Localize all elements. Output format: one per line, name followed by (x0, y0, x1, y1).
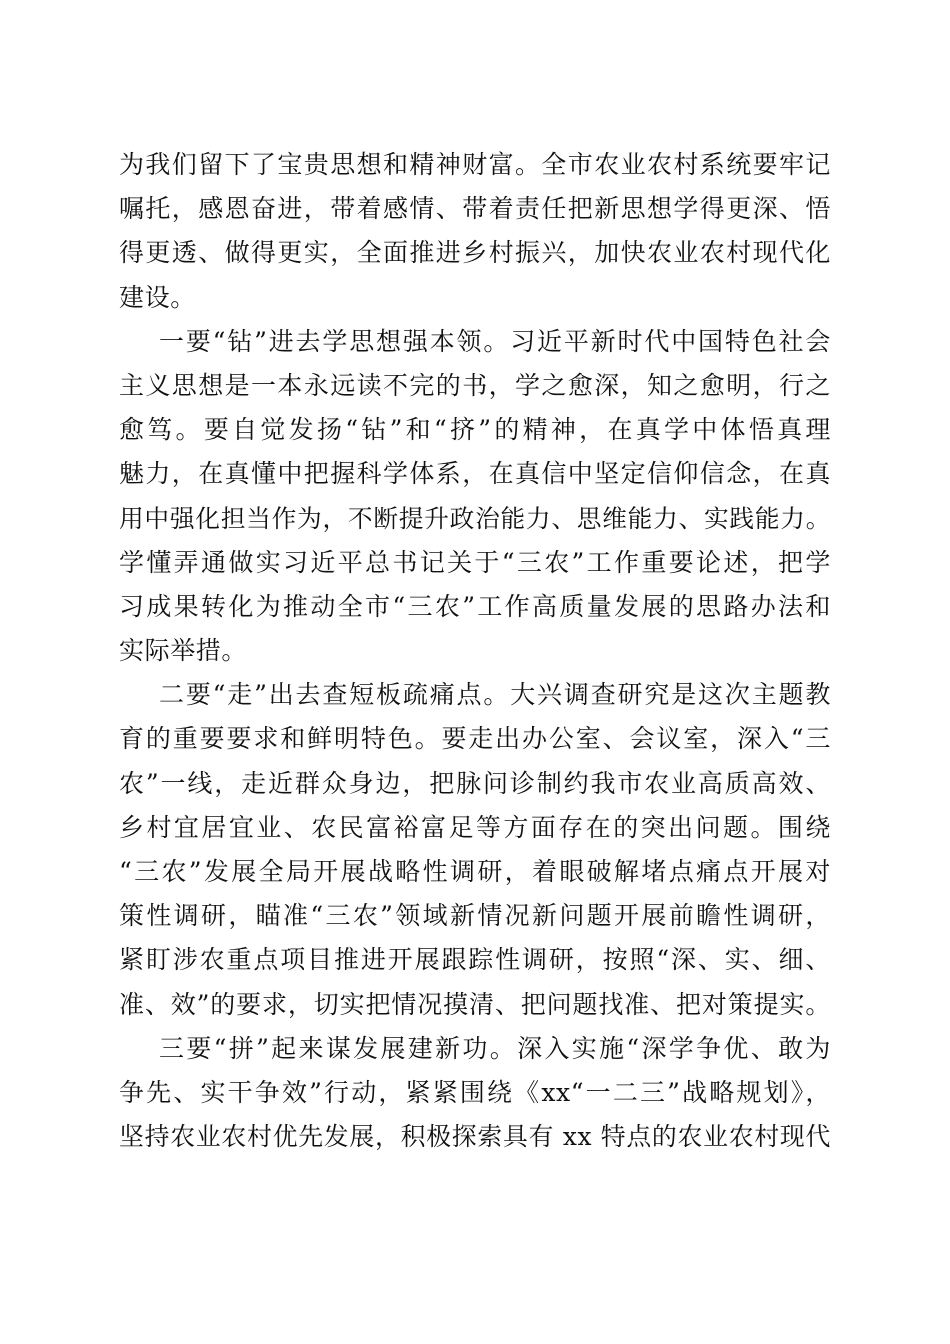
paragraph-3-line-6: 策性调研，瞄准“三农”领域新情况新问题开展前瞻性调研， (119, 901, 831, 931)
paragraph-2-line-6: 学懂弄通做实习近平总书记关于“三农”工作重要论述，把学 (119, 547, 831, 577)
paragraph-3-line-7: 紧盯涉农重点项目推进开展跟踪性调研，按照“深、实、细、 (119, 945, 831, 975)
paragraph-3-line-4: 乡村宜居宜业、农民富裕富足等方面存在的突出问题。围绕 (119, 812, 831, 842)
paragraph-2-line-5: 用中强化担当作为，不断提升政治能力、思维能力、实践能力。 (119, 503, 831, 533)
paragraph-2-line-8: 实际举措。 (119, 636, 248, 666)
paragraph-2-line-3: 愈笃。要自觉发扬“钻”和“挤”的精神，在真学中体悟真理 (119, 415, 831, 445)
paragraph-2-line-2: 主义思想是一本永远读不完的书，学之愈深，知之愈明，行之 (119, 370, 831, 400)
paragraph-4-line-1: 三要“拼”起来谋发展建新功。深入实施“深学争优、敢为 (159, 1033, 831, 1063)
paragraph-4-line-3: 坚持农业农村优先发展，积极探索具有 xx 特点的农业农村现代 (119, 1122, 831, 1152)
paragraph-1-line-4: 建设。 (119, 282, 196, 312)
document-body (119, 143, 831, 1159)
paragraph-2-line-7: 习成果转化为推动全市“三农”工作高质量发展的思路办法和 (119, 591, 831, 621)
paragraph-1-line-2: 嘱托，感恩奋进，带着感情、带着责任把新思想学得更深、悟 (119, 194, 831, 224)
paragraph-1-line-3: 得更透、做得更实，全面推进乡村振兴，加快农业农村现代化 (119, 238, 831, 268)
paragraph-3-line-3: 农”一线，走近群众身边，把脉问诊制约我市农业高质高效、 (119, 768, 831, 798)
paragraph-4-line-2: 争先、实干争效”行动，紧紧围绕《xx“一二三”战略规划》， (119, 1077, 831, 1107)
paragraph-2-line-1: 一要“钻”进去学思想强本领。习近平新时代中国特色社会 (159, 326, 831, 356)
paragraph-3-line-1: 二要“走”出去查短板疏痛点。大兴调查研究是这次主题教 (159, 680, 831, 710)
paragraph-1-line-1: 为我们留下了宝贵思想和精神财富。全市农业农村系统要牢记 (119, 150, 831, 179)
paragraph-3-line-2: 育的重要要求和鲜明特色。要走出办公室、会议室，深入“三 (119, 724, 831, 754)
paragraph-3-line-5: “三农”发展全局开展战略性调研，着眼破解堵点痛点开展对 (119, 857, 831, 886)
paragraph-3-line-8: 准、效”的要求，切实把情况摸清、把问题找准、把对策提实。 (119, 989, 831, 1019)
paragraph-2-line-4: 魅力，在真懂中把握科学体系，在真信中坚定信仰信念，在真 (119, 459, 831, 489)
